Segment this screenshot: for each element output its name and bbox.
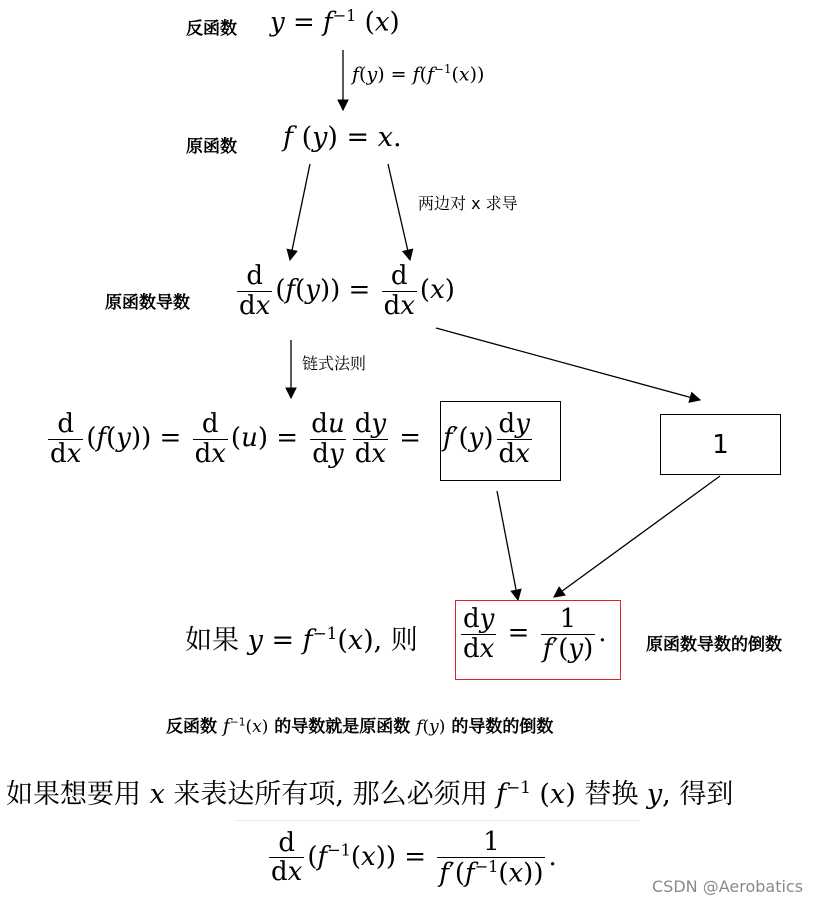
label-original-derivative: 原函数导数 (105, 293, 190, 313)
arrow-dxdx-to-one (436, 328, 700, 400)
box-one (660, 414, 781, 475)
eq-original-derivative: $\frac{d}{dx}$ (f(y)) = $\frac{d}{dx}$ (x) (239, 261, 455, 321)
label-original-function: 原函数 (186, 137, 237, 157)
eq-original-function: f (y) = x. (283, 122, 402, 153)
text-substitute: 如果想要用 x 来表达所有项, 那么必须用 $f^{-1}$ (x) 替换 y, 得到 (6, 777, 734, 810)
arrow-x-to-right-derivative (388, 164, 410, 260)
divider (235, 820, 640, 821)
note-both-sides: 两边对 x 求导 (418, 194, 518, 213)
note-chain-rule: 链式法则 (302, 354, 367, 373)
arrow-fprime-to-result (497, 491, 518, 600)
label-inverse-function: 反函数 (186, 19, 237, 39)
eq-f-of-y: $f(y) = f(f^{-1}(x))$ (352, 62, 485, 86)
watermark: CSDN @Aerobatics (652, 877, 804, 896)
note-conclusion: 反函数 $f^{-1}(x)$ 的导数就是原函数 f(y) 的导数的倒数 (166, 715, 554, 737)
arrow-fy-to-left-derivative (290, 164, 310, 260)
text-if-then: 如果 $y = f^{-1}(x)$, 则 (185, 623, 418, 656)
box-one-value: 1 (712, 429, 729, 460)
eq-inverse-function: $y = f^{-1}$ (x) (270, 6, 400, 38)
eq-final: $\frac{d}{dx}$ $(f^{-1}(x))$ = $\frac{1}{f'(f^{-1}(x))}$ . (271, 827, 557, 889)
label-reciprocal-note: 原函数导数的倒数 (646, 635, 782, 655)
eq-chain-rule: $\frac{d}{dx}$ (f(y)) = $\frac{d}{dx}$ (u) = $\frac{du}{dy}$ $\frac{dy}{dx}$ = (50, 409, 422, 469)
arrow-one-to-result (554, 476, 720, 597)
eq-fprime-dydx: f′(y) $\frac{dy}{dx}$ (443, 409, 530, 469)
eq-result: $\frac{dy}{dx}$ = $\frac{1}{f'(y)}$ . (463, 604, 607, 664)
